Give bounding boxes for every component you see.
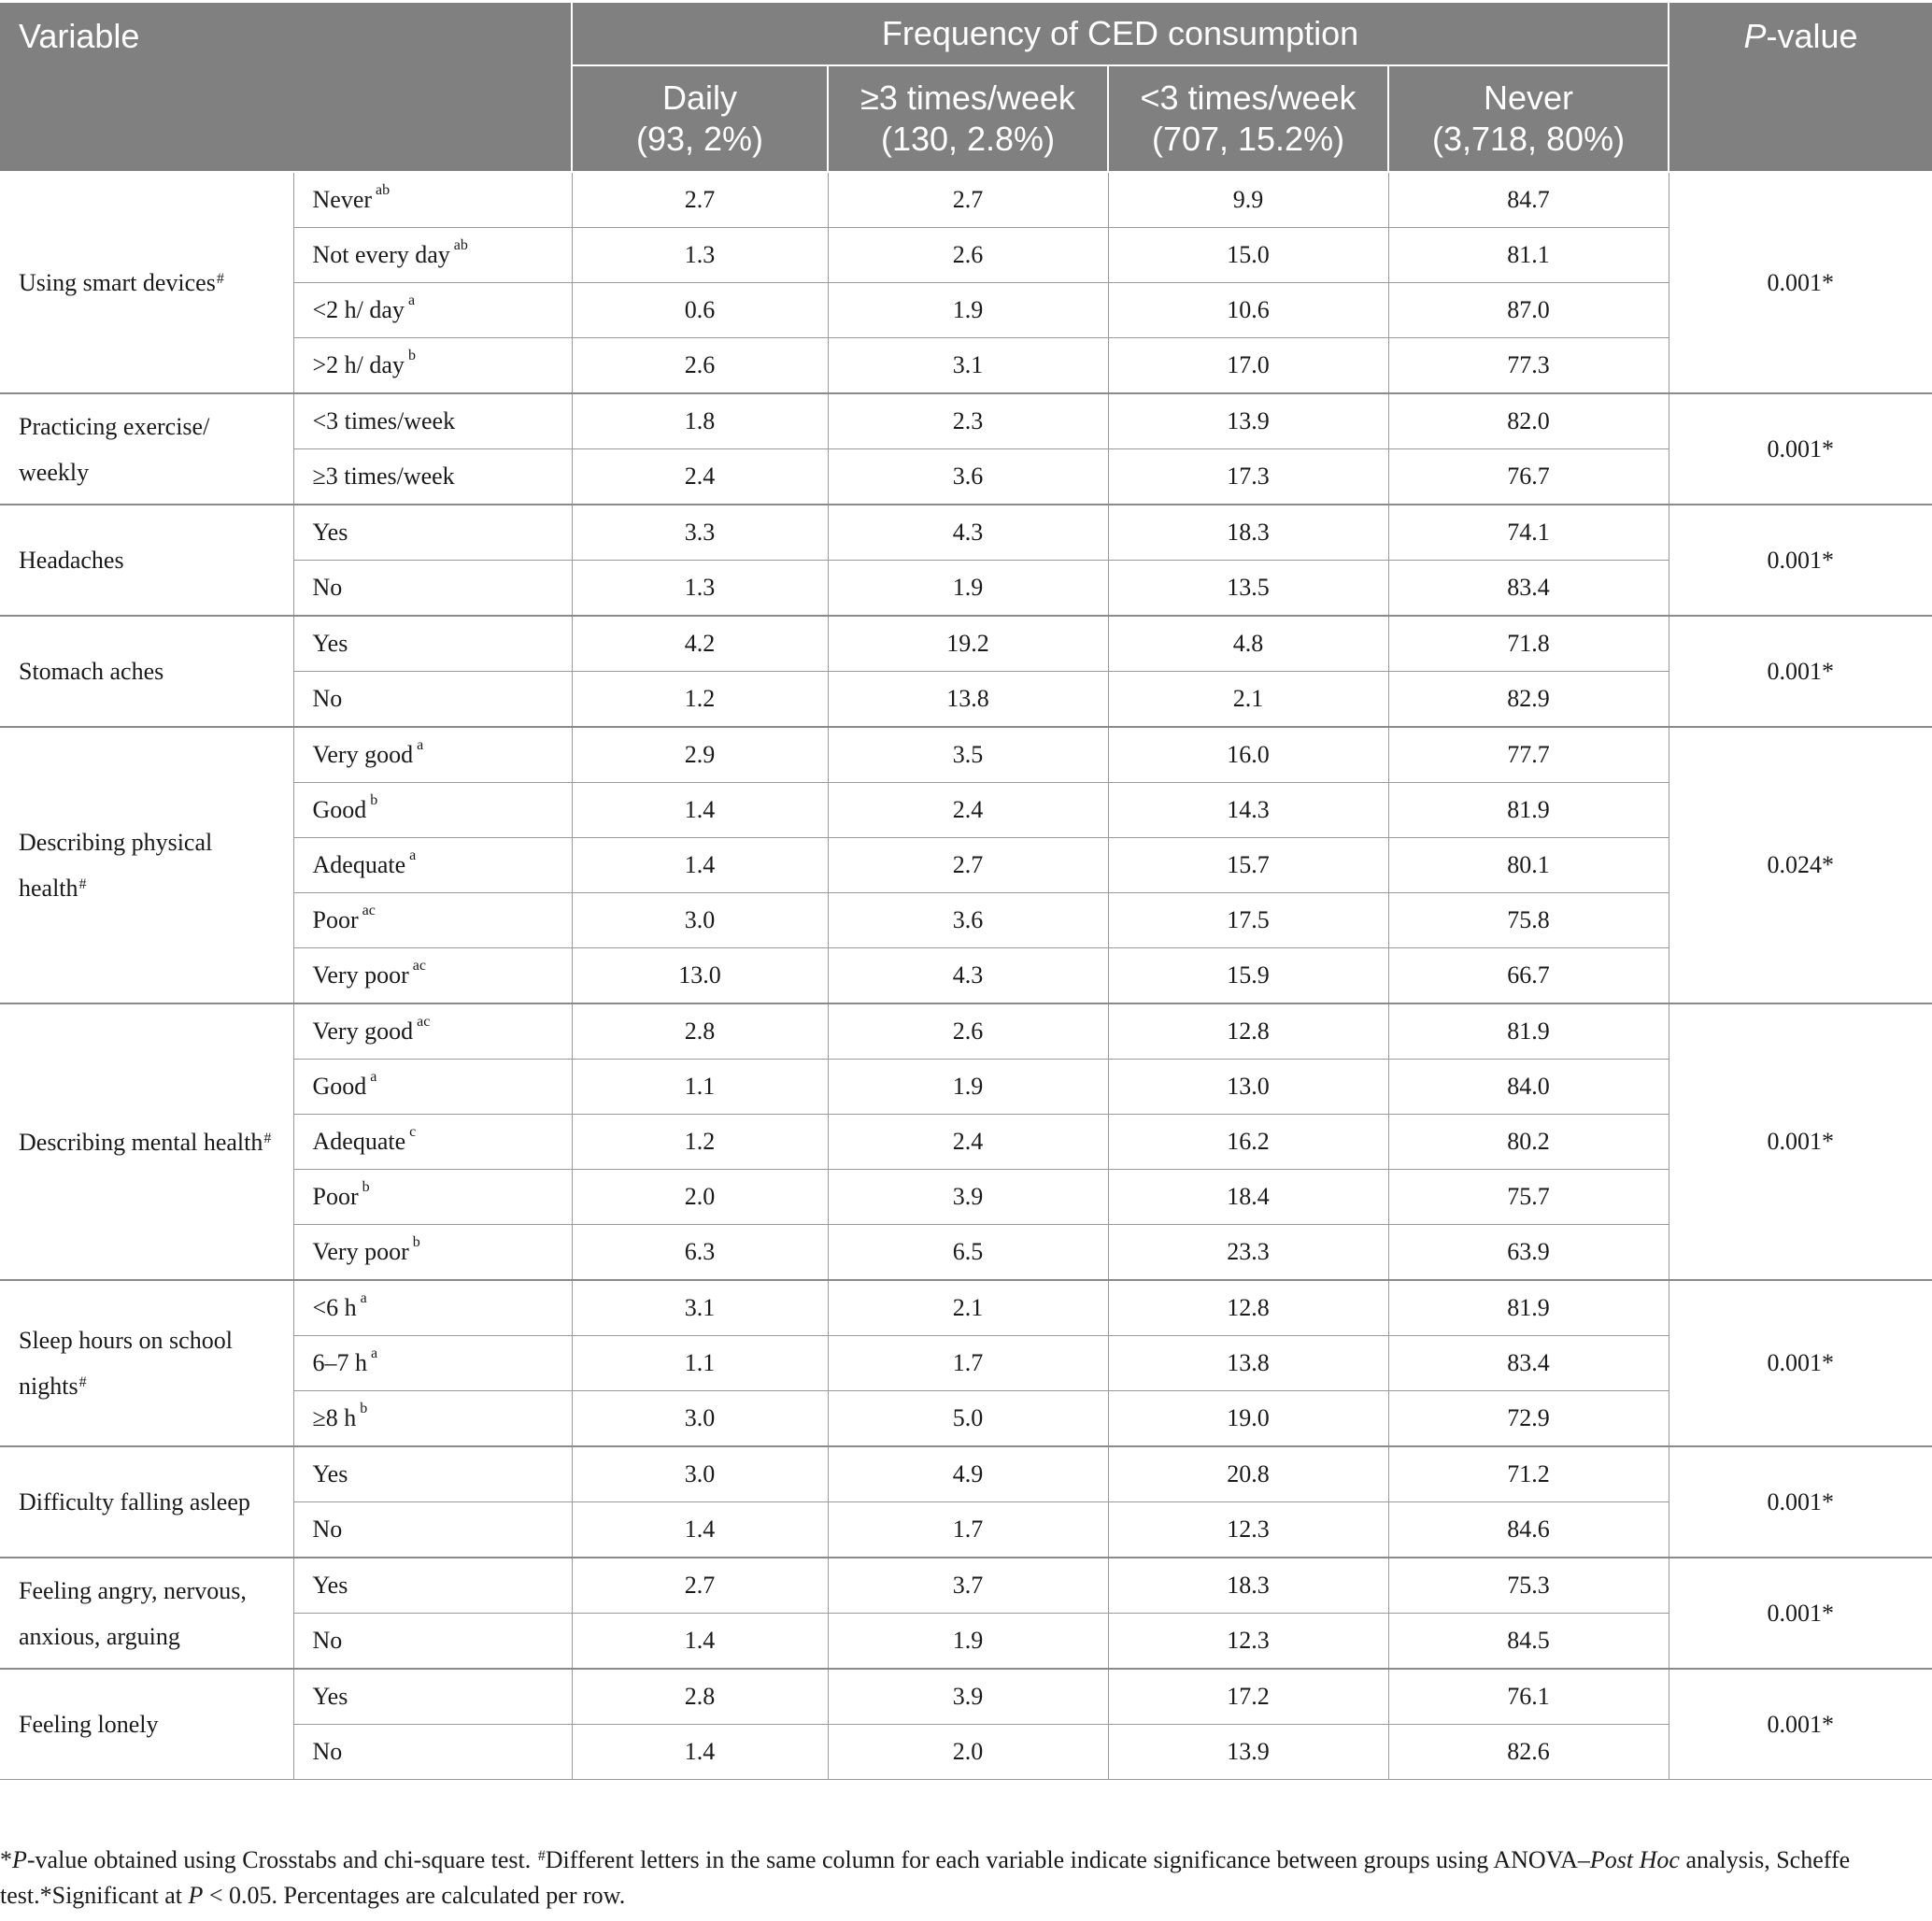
cell-under-3-per-week: 12.8 xyxy=(1108,1003,1388,1060)
table-footnote: *P-value obtained using Crosstabs and chi-square test. #Different letters in the same column for each variable indicate significance between groups using ANOVA–Post Hoc analysis, Scheffe test.*Significant at P < 0.05. Percentages are calculated per row. xyxy=(0,1846,1851,1909)
cell-never: 71.8 xyxy=(1388,616,1669,672)
cell-never: 76.1 xyxy=(1388,1669,1669,1725)
cell-daily: 1.3 xyxy=(572,228,828,283)
variable-text: Using smart devices xyxy=(19,269,216,296)
cell-daily: 4.2 xyxy=(572,616,828,672)
table-row xyxy=(0,172,1932,228)
significance-letters: b xyxy=(362,1179,370,1195)
cell-3-plus-per-week: 4.9 xyxy=(828,1446,1108,1502)
category-text: No xyxy=(312,1738,343,1765)
cell-under-3-per-week: 14.3 xyxy=(1108,783,1388,838)
p-value-cell: 0.001* xyxy=(1669,393,1932,505)
category-label xyxy=(293,228,572,283)
p-value-cell: 0.001* xyxy=(1669,1669,1932,1780)
cell-3-plus-per-week: 2.6 xyxy=(828,228,1108,283)
cell-under-3-per-week: 2.1 xyxy=(1108,672,1388,728)
variable-label xyxy=(0,727,293,1003)
category-label xyxy=(293,1558,572,1614)
cell-3-plus-per-week: 1.9 xyxy=(828,561,1108,617)
category-text: Very poor xyxy=(312,1238,409,1265)
cell-never: 83.4 xyxy=(1388,1336,1669,1391)
category-label xyxy=(293,1669,572,1725)
cell-daily: 1.4 xyxy=(572,783,828,838)
significance-letters: b xyxy=(407,348,416,363)
p-value-cell: 0.001* xyxy=(1669,505,1932,616)
cell-never: 87.0 xyxy=(1388,283,1669,338)
cell-3-plus-per-week: 1.9 xyxy=(828,1614,1108,1670)
p-value-cell: 0.001* xyxy=(1669,616,1932,727)
cell-daily: 2.7 xyxy=(572,1558,828,1614)
category-label xyxy=(293,616,572,672)
table-row xyxy=(0,616,1932,672)
significance-letters: ab xyxy=(376,182,391,198)
category-label xyxy=(293,393,572,449)
variable-text: Feeling angry, nervous, anxious, arguing xyxy=(19,1576,247,1650)
category-text: No xyxy=(312,574,343,601)
cell-3-plus-per-week: 2.0 xyxy=(828,1725,1108,1780)
cell-never: 81.9 xyxy=(1388,783,1669,838)
table-row xyxy=(0,393,1932,449)
cell-3-plus-per-week: 1.7 xyxy=(828,1336,1108,1391)
cell-daily: 2.4 xyxy=(572,449,828,505)
variable-label xyxy=(0,1446,293,1558)
p-value-cell: 0.001* xyxy=(1669,1003,1932,1280)
hash-mark: # xyxy=(78,1374,87,1390)
cell-under-3-per-week: 20.8 xyxy=(1108,1446,1388,1502)
category-label xyxy=(293,727,572,783)
category-label xyxy=(293,783,572,838)
category-label xyxy=(293,1170,572,1225)
cell-daily: 6.3 xyxy=(572,1225,828,1281)
category-text: Very good xyxy=(312,1017,414,1045)
category-label xyxy=(293,449,572,505)
category-label xyxy=(293,561,572,617)
cell-under-3-per-week: 15.7 xyxy=(1108,838,1388,893)
cell-daily: 1.3 xyxy=(572,561,828,617)
cell-daily: 3.0 xyxy=(572,1391,828,1447)
p-value-header: P-value xyxy=(1669,3,1932,172)
variable-label xyxy=(0,1003,293,1280)
table-body xyxy=(0,172,1932,1780)
significance-letters: a xyxy=(370,1069,377,1085)
cell-daily: 2.0 xyxy=(572,1170,828,1225)
cell-daily: 3.3 xyxy=(572,505,828,561)
hash-mark: # xyxy=(78,876,87,892)
category-label xyxy=(293,1336,572,1391)
category-text: Never xyxy=(312,186,373,213)
variable-text: Practicing exercise/ weekly xyxy=(19,412,210,486)
p-value-cell: 0.024* xyxy=(1669,727,1932,1003)
cell-never: 72.9 xyxy=(1388,1391,1669,1447)
cell-daily: 2.6 xyxy=(572,338,828,394)
category-label xyxy=(293,948,572,1004)
variable-label xyxy=(0,1558,293,1669)
category-label xyxy=(293,838,572,893)
category-text: >2 h/ day xyxy=(312,351,405,378)
category-text: Adequate xyxy=(312,1128,406,1155)
table-row xyxy=(0,1003,1932,1060)
category-label xyxy=(293,1115,572,1170)
cell-under-3-per-week: 4.8 xyxy=(1108,616,1388,672)
cell-under-3-per-week: 16.0 xyxy=(1108,727,1388,783)
category-label xyxy=(293,1446,572,1502)
category-text: Poor xyxy=(312,906,359,933)
category-text: Very good xyxy=(312,741,414,768)
cell-never: 83.4 xyxy=(1388,561,1669,617)
category-text: 6–7 h xyxy=(312,1349,367,1376)
column-header-daily: Daily (93, 2%) xyxy=(572,65,828,172)
category-text: ≥8 h xyxy=(312,1404,357,1431)
cell-daily: 0.6 xyxy=(572,283,828,338)
variable-text: Describing physical health xyxy=(19,829,213,902)
cell-3-plus-per-week: 3.9 xyxy=(828,1170,1108,1225)
category-text: No xyxy=(312,1515,343,1543)
cell-3-plus-per-week: 3.5 xyxy=(828,727,1108,783)
category-text: Yes xyxy=(312,1460,348,1487)
category-label xyxy=(293,1502,572,1558)
results-table xyxy=(0,3,1932,1780)
cell-3-plus-per-week: 3.6 xyxy=(828,893,1108,948)
category-text: Good xyxy=(312,1073,367,1100)
cell-never: 82.9 xyxy=(1388,672,1669,728)
cell-3-plus-per-week: 2.3 xyxy=(828,393,1108,449)
cell-never: 71.2 xyxy=(1388,1446,1669,1502)
cell-never: 77.7 xyxy=(1388,727,1669,783)
cell-daily: 1.1 xyxy=(572,1336,828,1391)
cell-daily: 2.9 xyxy=(572,727,828,783)
category-label xyxy=(293,283,572,338)
category-text: Yes xyxy=(312,1683,348,1710)
cell-under-3-per-week: 18.3 xyxy=(1108,1558,1388,1614)
significance-letters: b xyxy=(370,792,378,808)
category-label xyxy=(293,505,572,561)
significance-letters: b xyxy=(360,1401,368,1416)
significance-letters: c xyxy=(409,1124,417,1140)
cell-under-3-per-week: 13.0 xyxy=(1108,1060,1388,1115)
cell-3-plus-per-week: 6.5 xyxy=(828,1225,1108,1281)
p-value-cell: 0.001* xyxy=(1669,172,1932,393)
cell-never: 75.7 xyxy=(1388,1170,1669,1225)
cell-under-3-per-week: 12.3 xyxy=(1108,1614,1388,1670)
significance-letters: a xyxy=(371,1345,378,1361)
cell-under-3-per-week: 10.6 xyxy=(1108,283,1388,338)
cell-3-plus-per-week: 4.3 xyxy=(828,505,1108,561)
table-header xyxy=(0,3,1932,172)
category-text: <6 h xyxy=(312,1294,357,1321)
cell-3-plus-per-week: 2.7 xyxy=(828,172,1108,228)
category-label xyxy=(293,1725,572,1780)
cell-never: 84.7 xyxy=(1388,172,1669,228)
category-label xyxy=(293,172,572,228)
table-row xyxy=(0,505,1932,561)
cell-under-3-per-week: 15.9 xyxy=(1108,948,1388,1004)
cell-daily: 13.0 xyxy=(572,948,828,1004)
cell-3-plus-per-week: 2.6 xyxy=(828,1003,1108,1060)
cell-under-3-per-week: 19.0 xyxy=(1108,1391,1388,1447)
hash-mark: # xyxy=(263,1130,272,1146)
cell-under-3-per-week: 17.0 xyxy=(1108,338,1388,394)
cell-under-3-per-week: 18.4 xyxy=(1108,1170,1388,1225)
category-text: Yes xyxy=(312,630,348,657)
cell-under-3-per-week: 18.3 xyxy=(1108,505,1388,561)
table-row xyxy=(0,727,1932,783)
cell-3-plus-per-week: 2.1 xyxy=(828,1280,1108,1336)
category-text: ≥3 times/week xyxy=(312,462,455,490)
cell-never: 81.1 xyxy=(1388,228,1669,283)
significance-letters: a xyxy=(360,1290,367,1306)
cell-daily: 3.1 xyxy=(572,1280,828,1336)
cell-daily: 1.4 xyxy=(572,1614,828,1670)
cell-never: 82.0 xyxy=(1388,393,1669,449)
category-text: Adequate xyxy=(312,851,406,878)
significance-letters: a xyxy=(407,292,416,308)
p-value-cell: 0.001* xyxy=(1669,1558,1932,1669)
category-text: Poor xyxy=(312,1183,359,1210)
cell-never: 80.2 xyxy=(1388,1115,1669,1170)
column-header-under-3-per-week: <3 times/week (707, 15.2%) xyxy=(1108,65,1388,172)
cell-never: 63.9 xyxy=(1388,1225,1669,1281)
cell-never: 84.5 xyxy=(1388,1614,1669,1670)
p-value-cell: 0.001* xyxy=(1669,1446,1932,1558)
cell-under-3-per-week: 12.3 xyxy=(1108,1502,1388,1558)
cell-3-plus-per-week: 1.7 xyxy=(828,1502,1108,1558)
category-label xyxy=(293,1391,572,1447)
variable-text: Headaches xyxy=(19,547,124,574)
variable-label xyxy=(0,172,293,393)
cell-daily: 1.4 xyxy=(572,1502,828,1558)
category-text: <3 times/week xyxy=(312,407,456,434)
category-label xyxy=(293,1225,572,1281)
variable-header: Variable xyxy=(0,3,572,172)
cell-under-3-per-week: 17.3 xyxy=(1108,449,1388,505)
cell-daily: 2.8 xyxy=(572,1003,828,1060)
category-label xyxy=(293,1280,572,1336)
cell-never: 76.7 xyxy=(1388,449,1669,505)
cell-3-plus-per-week: 3.6 xyxy=(828,449,1108,505)
table-row xyxy=(0,1669,1932,1725)
cell-daily: 1.2 xyxy=(572,1115,828,1170)
cell-under-3-per-week: 13.8 xyxy=(1108,1336,1388,1391)
cell-never: 81.9 xyxy=(1388,1280,1669,1336)
cell-under-3-per-week: 13.9 xyxy=(1108,393,1388,449)
variable-text: Stomach aches xyxy=(19,658,164,685)
category-label xyxy=(293,893,572,948)
category-label xyxy=(293,1003,572,1060)
cell-daily: 1.2 xyxy=(572,672,828,728)
cell-never: 75.8 xyxy=(1388,893,1669,948)
significance-letters: b xyxy=(412,1234,420,1250)
cell-3-plus-per-week: 4.3 xyxy=(828,948,1108,1004)
variable-text: Difficulty falling asleep xyxy=(19,1488,250,1515)
variable-text: Describing mental health xyxy=(19,1128,263,1156)
category-text: Not every day xyxy=(312,241,450,268)
cell-3-plus-per-week: 2.4 xyxy=(828,1115,1108,1170)
cell-never: 81.9 xyxy=(1388,1003,1669,1060)
cell-3-plus-per-week: 3.9 xyxy=(828,1669,1108,1725)
cell-never: 80.1 xyxy=(1388,838,1669,893)
cell-never: 74.1 xyxy=(1388,505,1669,561)
p-value-cell: 0.001* xyxy=(1669,1280,1932,1446)
cell-3-plus-per-week: 2.4 xyxy=(828,783,1108,838)
cell-3-plus-per-week: 1.9 xyxy=(828,1060,1108,1115)
cell-3-plus-per-week: 1.9 xyxy=(828,283,1108,338)
variable-text: Sleep hours on school nights xyxy=(19,1327,233,1400)
category-text: Yes xyxy=(312,1572,348,1599)
category-label xyxy=(293,672,572,728)
cell-under-3-per-week: 12.8 xyxy=(1108,1280,1388,1336)
significance-letters: ac xyxy=(362,903,376,918)
column-header-3-plus-per-week: ≥3 times/week (130, 2.8%) xyxy=(828,65,1108,172)
significance-letters: ac xyxy=(412,958,426,974)
cell-daily: 3.0 xyxy=(572,893,828,948)
variable-label xyxy=(0,1280,293,1446)
category-text: No xyxy=(312,685,343,712)
cell-3-plus-per-week: 5.0 xyxy=(828,1391,1108,1447)
category-text: <2 h/ day xyxy=(312,296,405,323)
cell-3-plus-per-week: 13.8 xyxy=(828,672,1108,728)
cell-daily: 1.8 xyxy=(572,393,828,449)
cell-never: 82.6 xyxy=(1388,1725,1669,1780)
category-text: No xyxy=(312,1627,343,1654)
cell-under-3-per-week: 17.5 xyxy=(1108,893,1388,948)
category-label xyxy=(293,1060,572,1115)
variable-label xyxy=(0,505,293,616)
category-text: Good xyxy=(312,796,367,823)
significance-letters: ac xyxy=(417,1014,431,1030)
category-label xyxy=(293,1614,572,1670)
cell-3-plus-per-week: 3.7 xyxy=(828,1558,1108,1614)
category-label xyxy=(293,338,572,394)
cell-3-plus-per-week: 19.2 xyxy=(828,616,1108,672)
cell-daily: 2.8 xyxy=(572,1669,828,1725)
cell-never: 84.0 xyxy=(1388,1060,1669,1115)
cell-under-3-per-week: 13.5 xyxy=(1108,561,1388,617)
cell-never: 75.3 xyxy=(1388,1558,1669,1614)
significance-letters: ab xyxy=(453,237,468,253)
cell-daily: 3.0 xyxy=(572,1446,828,1502)
cell-under-3-per-week: 16.2 xyxy=(1108,1115,1388,1170)
variable-label xyxy=(0,393,293,505)
cell-never: 84.6 xyxy=(1388,1502,1669,1558)
variable-label xyxy=(0,616,293,727)
significance-letters: a xyxy=(409,847,417,863)
variable-label xyxy=(0,1669,293,1780)
cell-never: 77.3 xyxy=(1388,338,1669,394)
category-text: Yes xyxy=(312,519,348,546)
cell-daily: 1.1 xyxy=(572,1060,828,1115)
category-text: Very poor xyxy=(312,961,409,989)
table-row xyxy=(0,1446,1932,1502)
cell-daily: 1.4 xyxy=(572,838,828,893)
frequency-header: Frequency of CED consumption xyxy=(572,3,1669,65)
column-header-never: Never (3,718, 80%) xyxy=(1388,65,1669,172)
cell-never: 66.7 xyxy=(1388,948,1669,1004)
significance-letters: a xyxy=(417,737,424,753)
cell-under-3-per-week: 13.9 xyxy=(1108,1725,1388,1780)
cell-under-3-per-week: 15.0 xyxy=(1108,228,1388,283)
cell-3-plus-per-week: 2.7 xyxy=(828,838,1108,893)
table-row xyxy=(0,1558,1932,1614)
cell-under-3-per-week: 23.3 xyxy=(1108,1225,1388,1281)
variable-text: Feeling lonely xyxy=(19,1711,159,1738)
hash-mark: # xyxy=(216,271,224,287)
cell-3-plus-per-week: 3.1 xyxy=(828,338,1108,394)
cell-daily: 1.4 xyxy=(572,1725,828,1780)
cell-under-3-per-week: 17.2 xyxy=(1108,1669,1388,1725)
cell-under-3-per-week: 9.9 xyxy=(1108,172,1388,228)
table-row xyxy=(0,1280,1932,1336)
cell-daily: 2.7 xyxy=(572,172,828,228)
